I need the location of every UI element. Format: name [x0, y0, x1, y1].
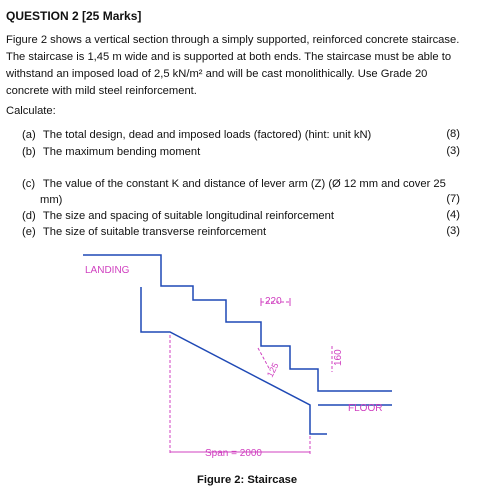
question-e-marks: (3) [446, 225, 460, 237]
question-c-marks: (7) [446, 193, 460, 205]
intro-line: withstand an imposed load of 2,5 kN/m² and will be cast monolithically. Use Grade 20 [6, 68, 428, 80]
span-label: Span = 2000 [205, 448, 262, 459]
figure-caption: Figure 2: Staircase [197, 474, 298, 486]
calculate-label: Calculate: [6, 105, 56, 117]
question-label: (d) [22, 210, 36, 222]
question-d-marks: (4) [446, 209, 460, 221]
tread-label: 220 [265, 296, 282, 307]
question-text: The size of suitable transverse reinforcement [42, 226, 267, 238]
floor-label: FLOOR [348, 403, 383, 414]
question-text: The maximum bending moment [42, 146, 201, 158]
question-text: The total design, dead and imposed loads (factored) (hint: unit kN) [42, 129, 372, 141]
question-b-marks: (3) [446, 145, 460, 157]
waist-label: 125 [264, 360, 281, 379]
question-text: The value of the constant K and distance of lever arm (Z) (Ø 12 mm and cover 25 [42, 178, 446, 190]
question-a-marks: (8) [446, 128, 460, 140]
question-text: The size and spacing of suitable longitudinal reinforcement [42, 210, 334, 222]
question-heading: QUESTION 2 [25 Marks] [6, 9, 142, 23]
stair-soffit [141, 287, 327, 434]
question-continuation: mm) [40, 194, 63, 206]
question-label: (e) [22, 226, 36, 238]
intro-line: concrete with mild steel reinforcement. [6, 85, 197, 97]
question-label: (a) [22, 129, 36, 141]
intro-line: Figure 2 shows a vertical section through a simply supported, reinforced concrete staircase. [6, 34, 460, 46]
intro-line: The staircase is 1,45 m wide and is supported at both ends. The staircase must be able to [6, 51, 452, 63]
question-label: (c) [22, 178, 36, 190]
landing-label: LANDING [85, 265, 130, 276]
riser-label: 160 [333, 349, 344, 366]
question-label: (b) [22, 146, 36, 158]
